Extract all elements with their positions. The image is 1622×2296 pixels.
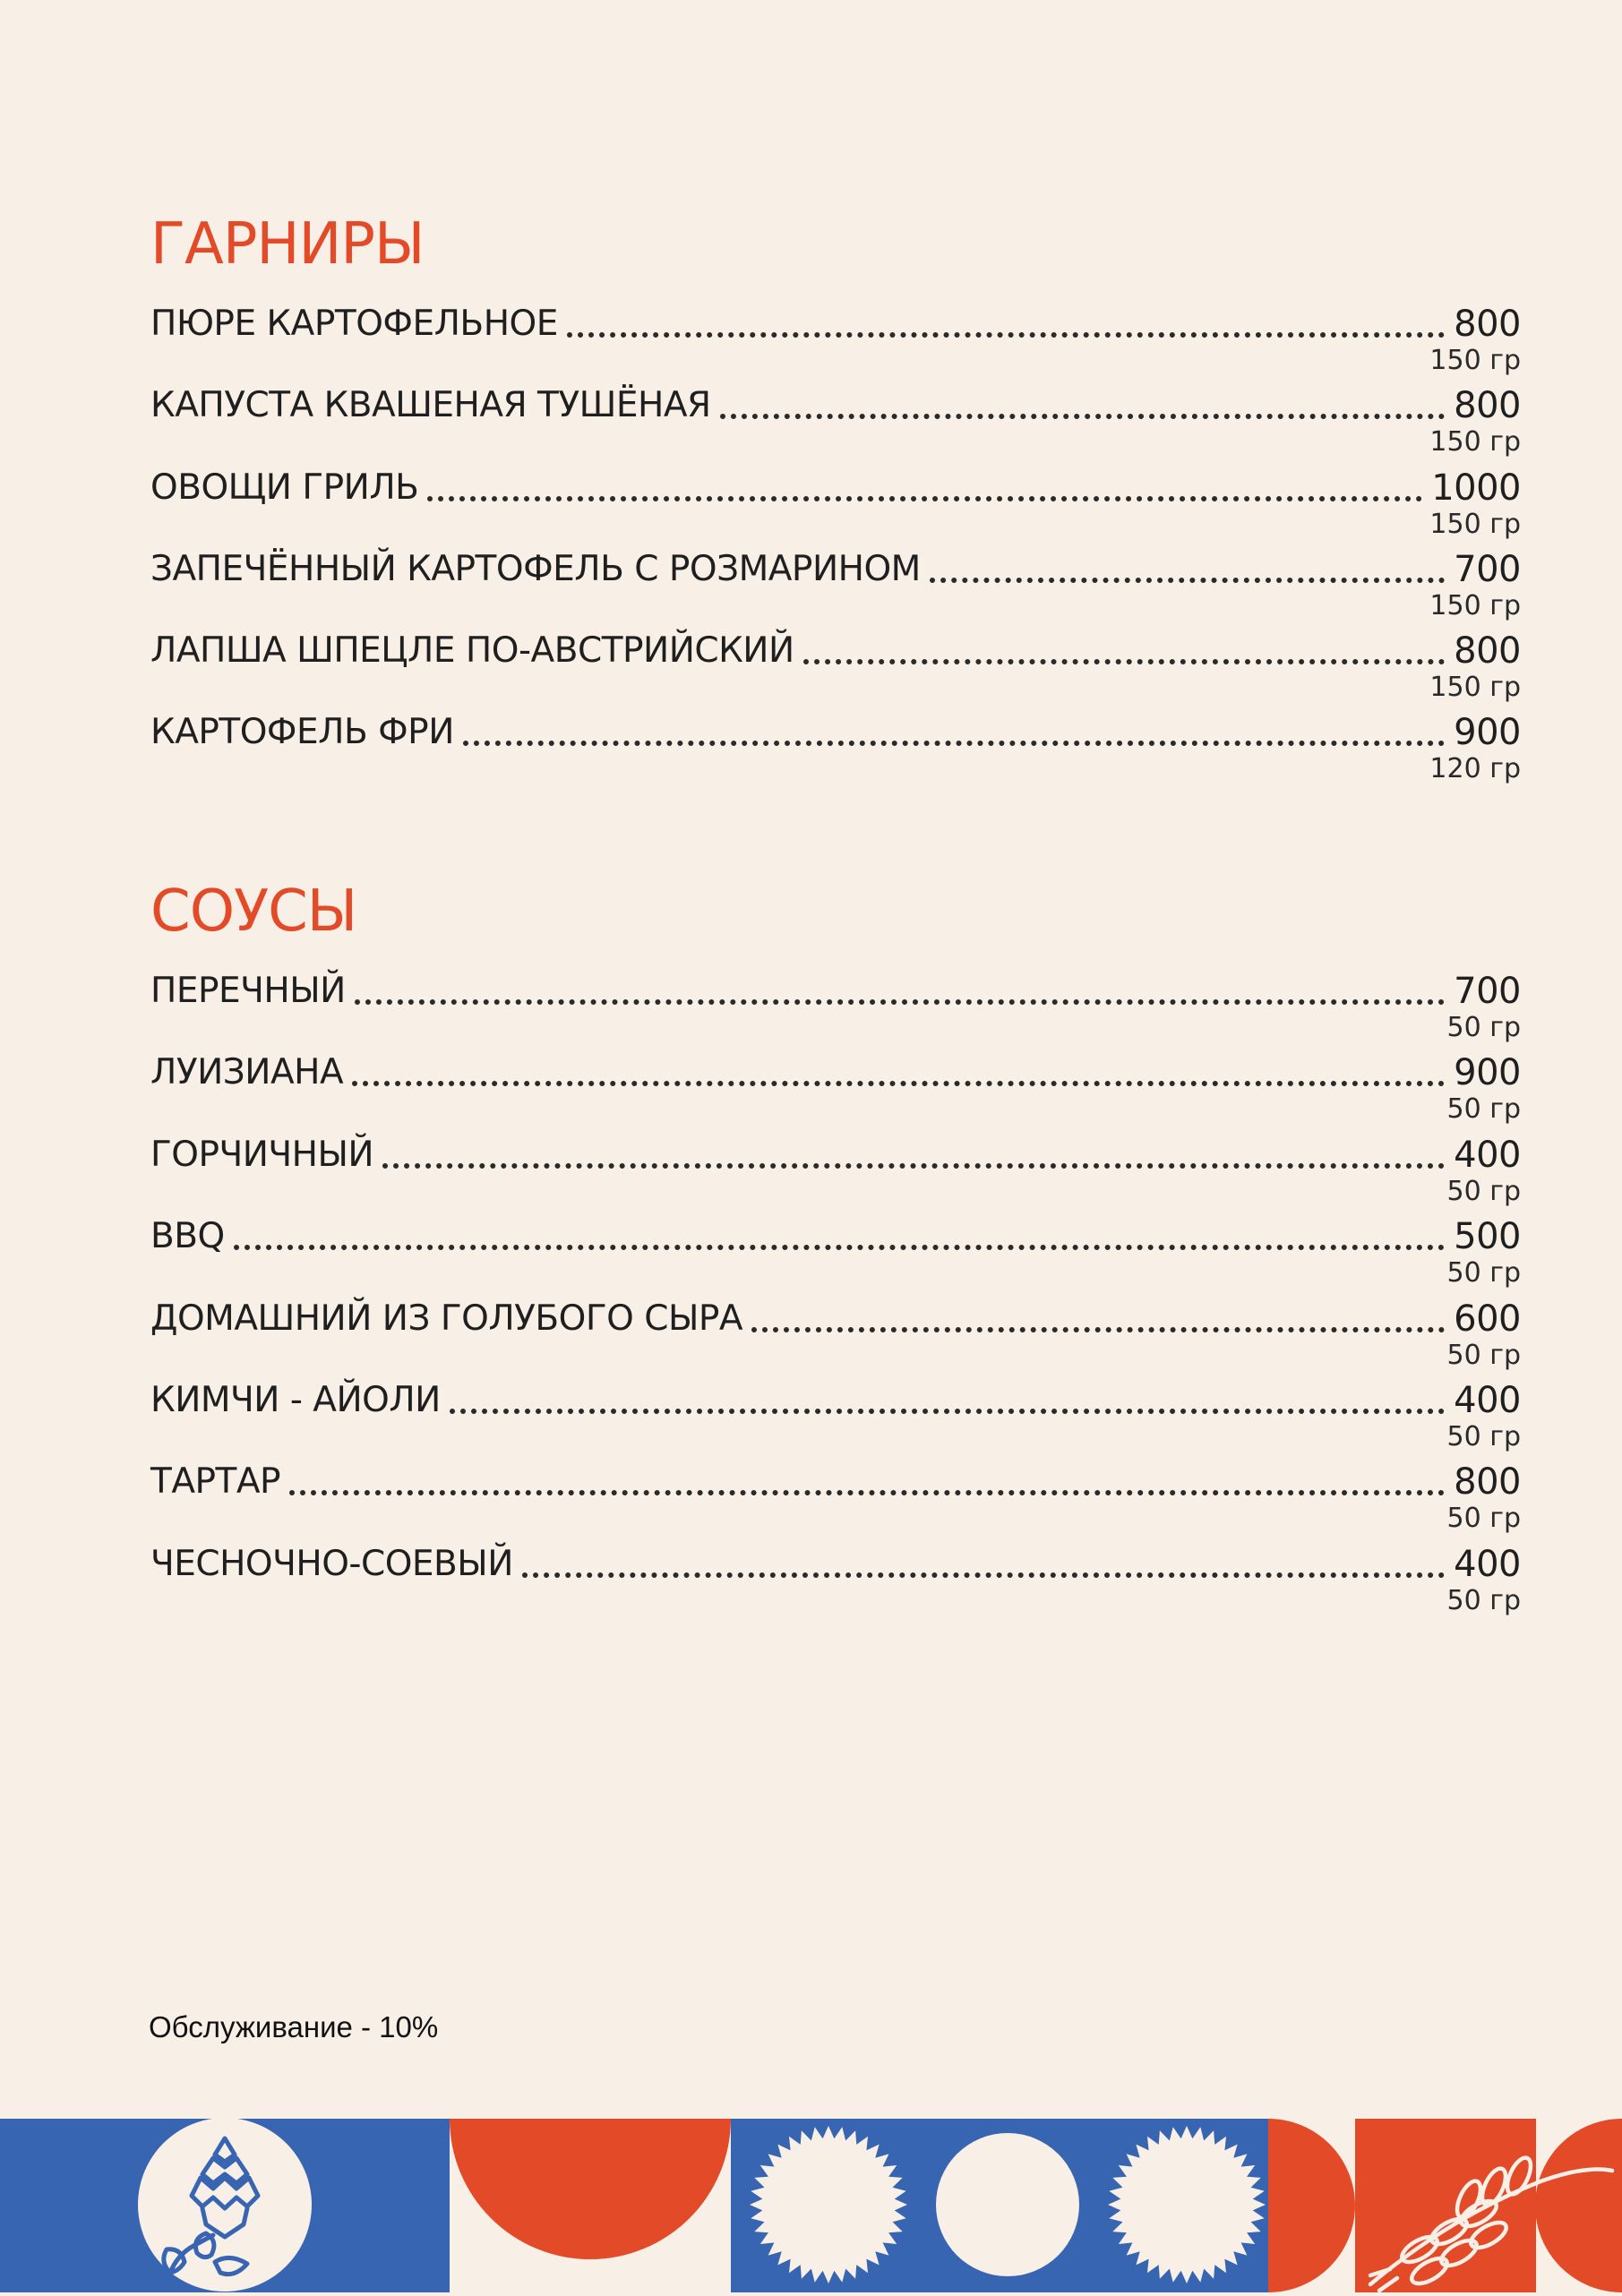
item-name: КАРТОФЕЛЬ ФРИ	[150, 712, 454, 753]
item-price: 900	[1454, 712, 1521, 754]
menu-item	[150, 1541, 1521, 1623]
menu-item	[150, 382, 1521, 464]
item-weight: 50 гр	[1446, 1257, 1521, 1289]
item-name: ЛАПША ШПЕЦЛЕ ПО-АВСТРИЙСКИЙ	[150, 630, 794, 672]
item-weight: 50 гр	[1446, 1012, 1521, 1043]
menu-item	[150, 1377, 1521, 1459]
service-charge-note: Обслуживание - 10%	[149, 2010, 439, 2043]
item-name: КИМЧИ - АЙОЛИ	[150, 1379, 441, 1420]
item-weight: 150 гр	[1429, 589, 1521, 621]
menu-item	[150, 1459, 1521, 1540]
menu-item	[150, 1213, 1521, 1295]
item-weight: 50 гр	[1446, 1175, 1521, 1207]
dot-leader	[720, 414, 1446, 419]
menu-item	[150, 628, 1521, 709]
dot-leader	[751, 1327, 1445, 1332]
footer-pattern	[0, 2119, 1622, 2292]
dot-leader	[234, 1245, 1445, 1250]
dot-leader	[382, 1163, 1445, 1169]
item-price: 500	[1454, 1216, 1521, 1258]
item-price: 700	[1454, 971, 1521, 1012]
item-name: ТАРТАР	[150, 1461, 281, 1503]
item-name: КАПУСТА КВАШЕНАЯ ТУШЁНАЯ	[150, 385, 711, 426]
item-weight: 150 гр	[1429, 426, 1521, 458]
item-price: 1000	[1431, 467, 1521, 509]
dot-leader	[427, 496, 1422, 501]
dot-leader	[567, 332, 1445, 338]
item-price: 800	[1454, 304, 1521, 345]
section-title: СОУСЫ	[150, 878, 357, 945]
item-weight: 50 гр	[1446, 1093, 1521, 1126]
item-name: ЧЕСНОЧНО-СОЕВЫЙ	[150, 1543, 513, 1584]
item-name: ПЕРЕЧНЫЙ	[150, 971, 346, 1011]
item-weight: 120 гр	[1429, 753, 1521, 785]
menu-item	[150, 709, 1521, 791]
item-price: 800	[1454, 630, 1521, 673]
item-name: ЗАПЕЧЁННЫЙ КАРТОФЕЛЬ С РОЗМАРИНОМ	[150, 548, 921, 589]
menu-item	[150, 1049, 1521, 1131]
item-price: 700	[1454, 548, 1521, 590]
dot-leader	[803, 659, 1445, 664]
dot-leader	[352, 1081, 1445, 1086]
decorative-footer	[0, 2119, 1622, 2292]
menu-item	[150, 1132, 1521, 1213]
footer-circle	[936, 2133, 1079, 2276]
dot-leader	[450, 1409, 1445, 1414]
menu-item	[150, 465, 1521, 546]
dot-leader	[289, 1490, 1445, 1495]
item-price: 400	[1454, 1543, 1521, 1585]
item-weight: 150 гр	[1429, 345, 1521, 376]
item-weight: 150 гр	[1429, 672, 1521, 704]
item-weight: 50 гр	[1446, 1584, 1521, 1616]
item-weight: 50 гр	[1446, 1420, 1521, 1452]
item-name: BBQ	[150, 1216, 225, 1257]
item-price: 800	[1454, 385, 1521, 427]
garnish-section	[150, 204, 1521, 792]
sauce-section	[150, 871, 1521, 1623]
item-name: ДОМАШНИЙ ИЗ ГОЛУБОГО СЫРА	[150, 1298, 743, 1339]
section-title: ГАРНИРЫ	[150, 211, 425, 278]
item-price: 800	[1454, 1461, 1521, 1504]
item-price: 400	[1454, 1134, 1521, 1176]
item-name: ЛУИЗИАНА	[150, 1052, 344, 1093]
menu-item	[150, 1296, 1521, 1377]
dot-leader	[355, 999, 1445, 1005]
item-price: 900	[1454, 1052, 1521, 1094]
item-weight: 150 гр	[1429, 508, 1521, 540]
item-weight: 50 гр	[1446, 1503, 1521, 1535]
item-name: ГОРЧИЧНЫЙ	[150, 1134, 374, 1175]
dot-leader	[522, 1572, 1445, 1578]
item-weight: 50 гр	[1446, 1339, 1521, 1371]
item-price: 600	[1454, 1298, 1521, 1340]
menu-item	[150, 968, 1521, 1049]
item-name: ПЮРЕ КАРТОФЕЛЬНОЕ	[150, 304, 558, 344]
item-price: 400	[1454, 1379, 1521, 1421]
menu-item	[150, 546, 1521, 628]
menu-item	[150, 301, 1521, 382]
dot-leader	[463, 741, 1445, 746]
item-name: ОВОЩИ ГРИЛЬ	[150, 467, 419, 508]
dot-leader	[930, 578, 1445, 583]
